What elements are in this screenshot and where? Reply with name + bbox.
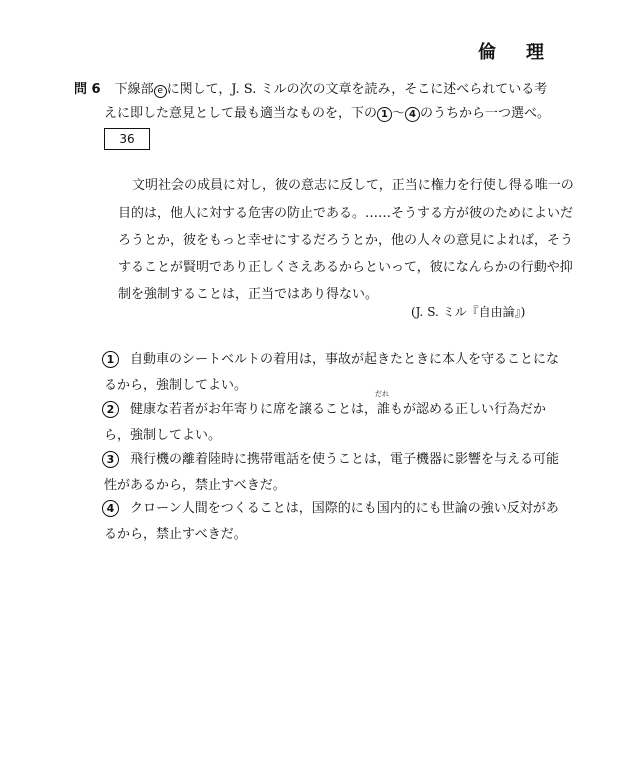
passage-line: ろうとか，彼をもっと幸せにするだろうとか，他の人々の意見によれば，そう xyxy=(118,233,574,248)
option-number-3: 3 xyxy=(102,451,119,468)
option-3-text-cont: 性があるから，禁止すべきだ。 xyxy=(104,478,286,493)
option-3-text: 飛行機の離着陸時に携帯電話を使うことは，電子機器に影響を与える可能 xyxy=(130,452,560,467)
option-2-text xyxy=(130,390,547,420)
option-2-text-part: 健康な若者がお年寄りに席を譲ることは， xyxy=(130,402,378,417)
question-label: 問 6 xyxy=(74,82,101,97)
question-text-part: えに即した意見として最も適当なものを，下の xyxy=(104,106,378,121)
range-start-number: 1 xyxy=(377,107,392,122)
option-1-text: 自動車のシートベルトの着用は，事故が起きたときに本人を守ることにな xyxy=(130,352,560,367)
answer-number-box: 36 xyxy=(104,128,150,150)
ruby-word xyxy=(375,390,391,420)
passage-source: (J. S. ミル『自由論』) xyxy=(411,305,526,319)
option-number-1: 1 xyxy=(102,351,119,368)
passage-line: 文明社会の成員に対し，彼の意志に反して，正当に権力を行使し得る唯一の xyxy=(132,178,574,193)
ruby-reading: だれ xyxy=(375,390,390,398)
question-line-1 xyxy=(74,80,547,100)
range-separator: ～ xyxy=(392,106,406,121)
option-4-text: クローン人間をつくることは，国際的にも国内的にも世論の強い反対があ xyxy=(130,501,559,516)
option-number-4: 4 xyxy=(102,500,119,517)
option-2-text-cont: ら，強制してよい。 xyxy=(104,428,222,443)
underline-marker: e xyxy=(154,85,167,98)
option-1-text-cont: るから，強制してよい。 xyxy=(104,378,248,393)
ruby-base: 誰 xyxy=(377,402,391,417)
range-end-number: 4 xyxy=(405,107,420,122)
question-line-2 xyxy=(104,104,550,124)
passage-line: することが賢明であり正しくさえあるからといって，彼になんらかの行動や抑 xyxy=(118,260,573,275)
option-number-2: 2 xyxy=(102,401,119,418)
subject-title: 倫 理 xyxy=(478,42,550,63)
option-2-text-part: もが認める正しい行為だか xyxy=(390,402,547,417)
question-text-part: に関して，J. S. ミルの次の文章を読み，そこに述べられている考 xyxy=(166,82,548,97)
passage-line: 制を強制することは，正当ではあり得ない。 xyxy=(118,287,379,302)
passage-line: 目的は，他人に対する危害の防止である。……そうする方が彼のためによいだ xyxy=(118,206,574,221)
question-text-part: 下線部 xyxy=(114,82,154,97)
question-text-part: のうちから一つ選べ。 xyxy=(420,106,551,121)
option-4-text-cont: るから，禁止すべきだ。 xyxy=(104,527,247,542)
